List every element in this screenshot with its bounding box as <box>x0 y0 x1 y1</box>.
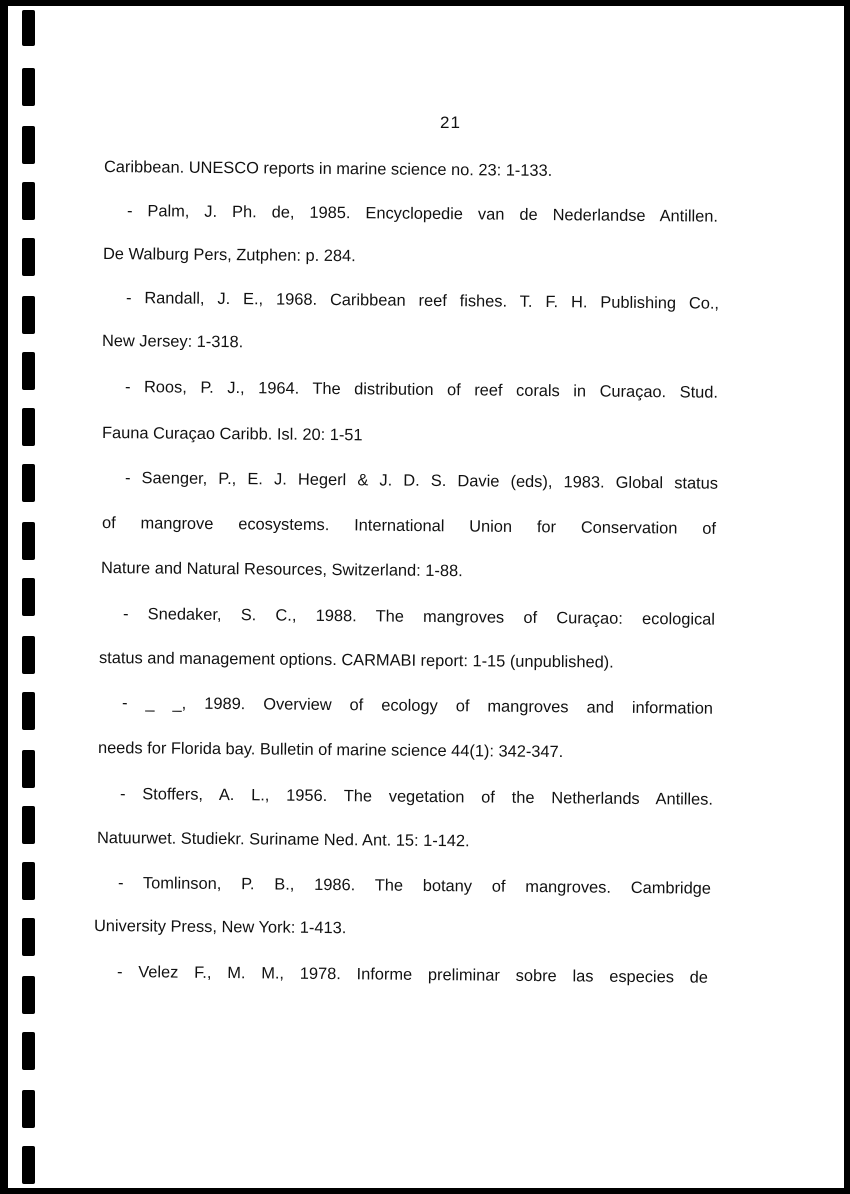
binding-hole <box>22 578 35 616</box>
binding-hole <box>22 464 35 502</box>
reference-line: De Walburg Pers, Zutphen: p. 284. <box>102 245 356 266</box>
binding-hole <box>22 238 35 276</box>
reference-line: Caribbean. UNESCO reports in marine science no. 23: 1-133. <box>103 158 553 180</box>
binding-hole <box>22 10 35 46</box>
reference-line: - Randall, J. E., 1968. Caribbean reef fishes. T. F. H. Publishing Co., <box>125 289 720 313</box>
binding-hole <box>22 352 35 390</box>
document-page <box>8 6 844 1188</box>
reference-line: - Palm, J. Ph. de, 1985. Encyclopedie van de Nederlandse Antillen. <box>126 202 719 226</box>
binding-hole <box>22 692 35 730</box>
reference-line: of mangrove ecosystems. International Union for Conservation of <box>101 514 717 538</box>
reference-line: - _ _, 1989. Overview of ecology of mangroves and information <box>121 694 714 718</box>
binding-hole <box>22 296 35 334</box>
binding-hole <box>22 1090 35 1128</box>
reference-line: University Press, New York: 1-413. <box>93 917 347 938</box>
binding-hole <box>22 1146 35 1184</box>
binding-hole <box>22 408 35 446</box>
reference-line: Fauna Curaçao Caribb. Isl. 20: 1-51 <box>101 424 363 445</box>
reference-line: - Saenger, P., E. J. Hegerl & J. D. S. Davie (eds), 1983. Global status <box>124 469 719 493</box>
binding-hole <box>22 1032 35 1070</box>
binding-hole <box>22 750 35 788</box>
binding-hole <box>22 636 35 674</box>
binding-hole <box>22 68 35 106</box>
page-number: 21 <box>440 113 461 132</box>
reference-line: - Stoffers, A. L., 1956. The vegetation of the Netherlands Antilles. <box>119 785 714 809</box>
reference-line: New Jersey: 1-318. <box>101 332 244 352</box>
binding-hole <box>22 806 35 844</box>
reference-line: status and management options. CARMABI report: 1-15 (unpublished). <box>98 649 614 672</box>
binding-hole <box>22 862 35 900</box>
binding-hole <box>22 126 35 164</box>
binding-hole <box>22 522 35 560</box>
binding-hole <box>22 976 35 1014</box>
reference-line: Nature and Natural Resources, Switzerland: 1-88. <box>100 559 463 581</box>
reference-line: - Snedaker, S. C., 1988. The mangroves of Curaçao: ecological <box>122 605 716 629</box>
reference-line: needs for Florida bay. Bulletin of marine science 44(1): 342-347. <box>97 739 564 762</box>
binding-hole <box>22 182 35 220</box>
binding-hole <box>22 918 35 956</box>
reference-line: - Roos, P. J., 1964. The distribution of reef corals in Curaçao. Stud. <box>124 378 719 402</box>
reference-line: Natuurwet. Studiekr. Suriname Ned. Ant. 15: 1-142. <box>96 829 470 851</box>
reference-line: - Velez F., M. M., 1978. Informe preliminar sobre las especies de <box>116 963 709 987</box>
reference-line: - Tomlinson, P. B., 1986. The botany of mangroves. Cambridge <box>117 874 712 898</box>
